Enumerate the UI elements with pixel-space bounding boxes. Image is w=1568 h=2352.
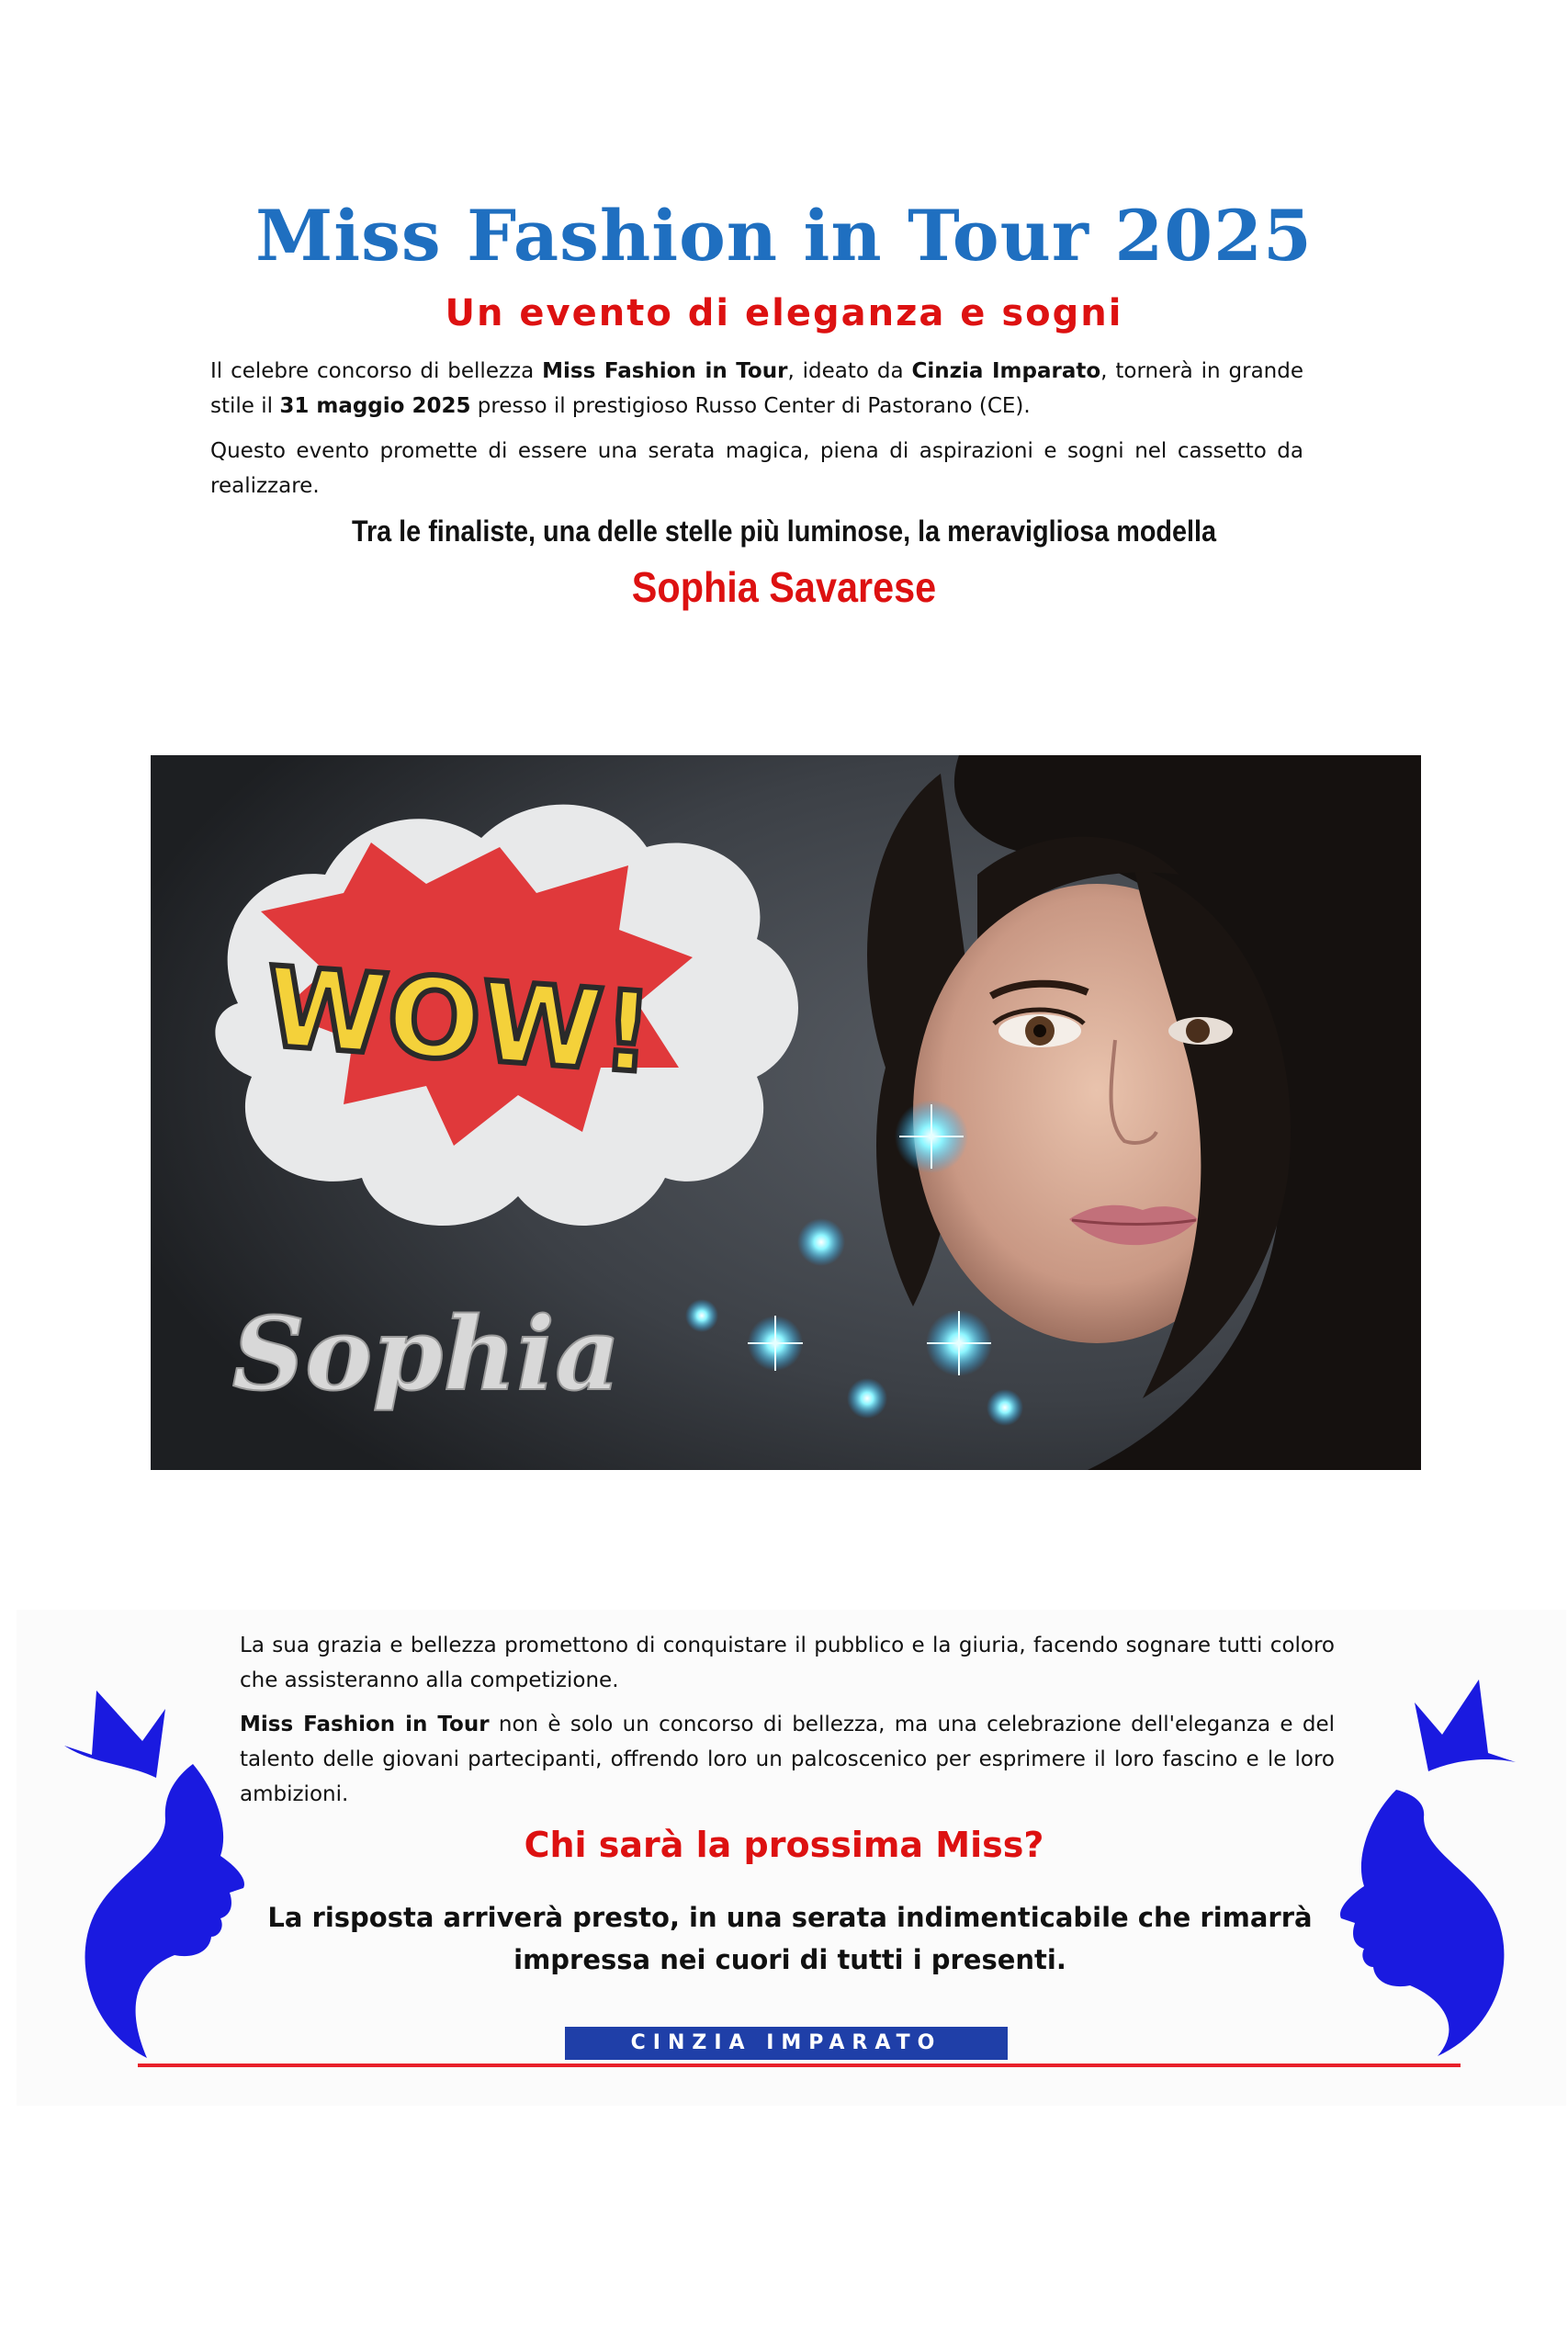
divider-line xyxy=(138,2064,1461,2067)
next-miss-question: Chi sarà la prossima Miss? xyxy=(524,1825,1044,1865)
event-date-bold: 31 maggio 2025 xyxy=(279,394,471,418)
text-run: , tornerà in grande stile il xyxy=(210,359,1304,418)
event-name-bold: Miss Fashion in Tour xyxy=(240,1713,490,1736)
text-run: non è solo un concorso di bellezza, ma una celebrazione dell'eleganza e del talento delle giovani partecipanti, offrendo loro un palcoscenico per esprimere il loro fascino e le loro ambizioni. xyxy=(240,1713,1336,1806)
text-run: , ideato da xyxy=(787,359,912,383)
page-subtitle: Un evento di eleganza e sogni xyxy=(445,292,1123,334)
event-name-bold: Miss Fashion in Tour xyxy=(542,359,788,383)
left-silhouette-icon xyxy=(55,1690,266,2058)
model-photo xyxy=(151,755,1421,1470)
answer-text: La risposta arriverà presto, in una serata indimenticabile che rimarrà impressa nei cuori di tutti i presenti. xyxy=(267,1902,1313,1975)
intro-paragraph xyxy=(210,354,1303,424)
description-paragraph: Questo evento promette di essere una serata magica, piena di aspirazioni e sogni nel cassetto da realizzare. xyxy=(210,439,1303,498)
celebration-paragraph xyxy=(240,1707,1335,1812)
model-name: Sophia Savarese xyxy=(631,563,937,611)
script-name-text: Sophia xyxy=(231,1295,621,1413)
text-run: presso il prestigioso Russo Center di Pastorano (CE). xyxy=(470,394,1031,418)
organizer-name-bold: Cinzia Imparato xyxy=(911,359,1101,383)
photo-illustration xyxy=(151,755,1421,1470)
grace-paragraph: La sua grazia e bellezza promettono di conquistare il pubblico e la giuria, facendo sognare tutti coloro che assisteranno alla competizione. xyxy=(240,1634,1335,1692)
text-run: Il celebre concorso di bellezza xyxy=(210,359,543,383)
bubble-text: WOW! xyxy=(261,944,657,1099)
signature-banner: CINZIA IMPARATO xyxy=(565,2027,1008,2060)
page-title: Miss Fashion in Tour 2025 xyxy=(255,195,1313,277)
finalist-lead-text: Tra le finaliste, una delle stelle più luminose, la meravigliosa modella xyxy=(351,514,1217,548)
